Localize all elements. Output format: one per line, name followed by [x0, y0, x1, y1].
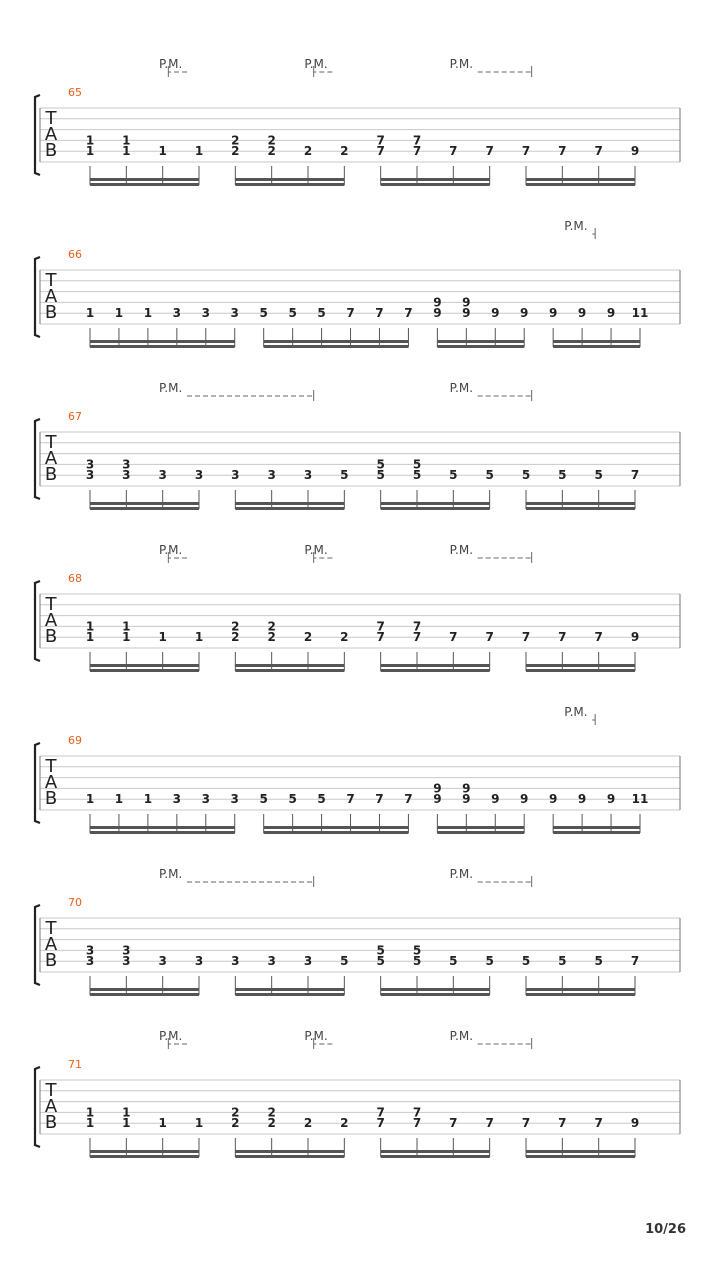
tab-system — [35, 219, 680, 348]
beam — [381, 669, 490, 672]
tab-system — [35, 867, 680, 996]
tab-clef-letter: A — [44, 448, 58, 469]
beam — [235, 183, 344, 186]
beam — [264, 345, 409, 348]
fret-number: 1 — [143, 792, 153, 807]
fret-number: 9 — [630, 1116, 640, 1131]
fret-number: 2 — [267, 619, 276, 634]
beam — [235, 1155, 344, 1158]
fret-number: 5 — [449, 468, 458, 483]
fret-number: 5 — [259, 792, 268, 807]
fret-number: 9 — [462, 295, 471, 310]
fret-number: 7 — [521, 1116, 531, 1131]
fret-number: 9 — [577, 306, 587, 321]
fret-number: 9 — [520, 792, 529, 807]
fret-number: 1 — [143, 306, 153, 321]
fret-number: 9 — [433, 295, 442, 310]
fret-number: 3 — [194, 954, 204, 969]
beam — [235, 507, 344, 510]
fret-number: 9 — [462, 781, 471, 796]
beam — [437, 826, 524, 829]
fret-number: 1 — [85, 144, 95, 159]
beam — [235, 669, 344, 672]
beam — [526, 993, 635, 996]
beam — [381, 993, 490, 996]
fret-number: 2 — [267, 630, 276, 645]
palm-mute-label: P.M. — [159, 867, 183, 881]
fret-number: 1 — [122, 1116, 131, 1131]
beam — [526, 1150, 635, 1153]
beam — [264, 340, 409, 343]
fret-number: 7 — [449, 1116, 458, 1131]
fret-number: 5 — [412, 943, 422, 958]
tab-clef-letter: A — [44, 772, 58, 793]
palm-mute-label: P.M. — [304, 543, 328, 557]
bar-number: 71 — [68, 1058, 82, 1071]
palm-mute-label: P.M. — [564, 219, 588, 233]
fret-number: 5 — [317, 306, 326, 321]
tab-clef-letter: T — [45, 756, 57, 777]
bar-number: 68 — [68, 572, 82, 585]
fret-number: 3 — [85, 954, 95, 969]
fret-number: 7 — [376, 133, 385, 148]
fret-number: 7 — [404, 306, 413, 321]
bar-number: 70 — [68, 896, 82, 909]
fret-number: 5 — [485, 954, 494, 969]
fret-number: 7 — [485, 1116, 494, 1131]
fret-number: 7 — [449, 144, 458, 159]
fret-number: 3 — [267, 954, 276, 969]
fret-number: 3 — [267, 468, 276, 483]
fret-number: 1 — [122, 133, 131, 148]
fret-number: 1 — [85, 133, 95, 148]
fret-number: 7 — [346, 306, 355, 321]
fret-number: 2 — [340, 1116, 349, 1131]
fret-number: 2 — [231, 1116, 240, 1131]
fret-number: 9 — [491, 306, 500, 321]
fret-number: 7 — [376, 630, 385, 645]
fret-number: 1 — [122, 630, 131, 645]
fret-number: 1 — [158, 144, 167, 159]
fret-number: 5 — [521, 954, 531, 969]
fret-number: 7 — [558, 144, 567, 159]
fret-number: 9 — [520, 306, 529, 321]
beam — [90, 502, 199, 505]
fret-number: 3 — [85, 468, 95, 483]
fret-number: 3 — [201, 792, 210, 807]
fret-number: 7 — [404, 792, 413, 807]
beam — [90, 993, 199, 996]
fret-number: 3 — [303, 468, 313, 483]
fret-number: 1 — [122, 1105, 131, 1120]
fret-number: 5 — [288, 792, 297, 807]
fret-number: 7 — [375, 792, 384, 807]
fret-number: 3 — [194, 468, 204, 483]
fret-number: 7 — [485, 630, 494, 645]
fret-number: 9 — [433, 306, 442, 321]
beam — [437, 345, 524, 348]
fret-number: 1 — [85, 619, 95, 634]
beam — [437, 340, 524, 343]
fret-number: 2 — [267, 133, 276, 148]
fret-number: 1 — [158, 1116, 167, 1131]
fret-number: 9 — [462, 792, 471, 807]
fret-number: 7 — [376, 1116, 385, 1131]
system-bracket — [35, 257, 40, 337]
tab-clef-letter: B — [44, 140, 58, 161]
tab-clef-letter: T — [45, 1080, 57, 1101]
fret-number: 3 — [158, 954, 167, 969]
beam — [235, 664, 344, 667]
fret-number: 3 — [230, 306, 239, 321]
beam — [90, 664, 199, 667]
fret-number: 3 — [231, 954, 240, 969]
fret-number: 3 — [303, 954, 313, 969]
tab-system — [35, 381, 680, 510]
beam — [90, 1155, 199, 1158]
palm-mute-label: P.M. — [449, 57, 474, 71]
fret-number: 7 — [412, 1105, 422, 1120]
fret-number: 9 — [462, 306, 471, 321]
beam — [381, 988, 490, 991]
fret-number: 3 — [230, 792, 239, 807]
fret-number: 7 — [630, 954, 640, 969]
tab-clef-letter: B — [44, 788, 58, 809]
beam — [381, 507, 490, 510]
tab-clef-letter: A — [44, 610, 58, 631]
tab-clef-letter: T — [45, 108, 57, 129]
system-bracket — [35, 1067, 40, 1147]
fret-number: 2 — [267, 1105, 276, 1120]
beam — [381, 183, 490, 186]
fret-number: 7 — [449, 630, 458, 645]
fret-number: 7 — [521, 630, 531, 645]
fret-number: 3 — [172, 306, 182, 321]
fret-number: 7 — [558, 1116, 567, 1131]
beam — [90, 507, 199, 510]
fret-number: 9 — [606, 792, 616, 807]
beam — [553, 340, 640, 343]
palm-mute-label: P.M. — [449, 1029, 474, 1043]
fret-number: 7 — [376, 1105, 385, 1120]
fret-number: 5 — [521, 468, 531, 483]
fret-number: 3 — [172, 792, 182, 807]
fret-number: 3 — [85, 943, 95, 958]
beam — [264, 826, 409, 829]
fret-number: 7 — [376, 619, 385, 634]
fret-number: 5 — [376, 468, 385, 483]
tab-clef-letter: B — [44, 302, 58, 323]
beam — [381, 1150, 490, 1153]
beam — [90, 183, 199, 186]
fret-number: 11 — [631, 792, 649, 807]
beam — [235, 988, 344, 991]
fret-number: 5 — [558, 468, 567, 483]
fret-number: 7 — [412, 133, 422, 148]
tab-clef-letter: A — [44, 934, 58, 955]
fret-number: 3 — [122, 468, 131, 483]
fret-number: 7 — [630, 468, 640, 483]
fret-number: 7 — [594, 144, 603, 159]
bar-number: 65 — [68, 86, 82, 99]
beam — [381, 178, 490, 181]
tab-system — [35, 705, 680, 834]
fret-number: 3 — [201, 306, 210, 321]
tab-clef-letter: B — [44, 1112, 58, 1133]
fret-number: 2 — [340, 144, 349, 159]
fret-number: 5 — [412, 954, 422, 969]
beam — [90, 178, 199, 181]
beam — [526, 1155, 635, 1158]
fret-number: 5 — [594, 468, 603, 483]
tab-clef-letter: A — [44, 124, 58, 145]
beam — [90, 345, 235, 348]
fret-number: 3 — [85, 457, 95, 472]
fret-number: 5 — [412, 457, 422, 472]
fret-number: 9 — [606, 306, 616, 321]
fret-number: 11 — [631, 306, 649, 321]
fret-number: 5 — [340, 468, 349, 483]
beam — [526, 507, 635, 510]
fret-number: 2 — [231, 144, 240, 159]
fret-number: 5 — [317, 792, 326, 807]
fret-number: 1 — [85, 792, 95, 807]
fret-number: 7 — [346, 792, 355, 807]
fret-number: 2 — [231, 630, 240, 645]
beam — [526, 988, 635, 991]
fret-number: 1 — [85, 1105, 95, 1120]
fret-number: 3 — [122, 943, 131, 958]
fret-number: 7 — [412, 144, 422, 159]
tab-system — [35, 543, 680, 672]
fret-number: 5 — [340, 954, 349, 969]
fret-number: 1 — [122, 144, 131, 159]
fret-number: 9 — [630, 144, 640, 159]
beam — [264, 831, 409, 834]
beam — [235, 502, 344, 505]
fret-number: 5 — [288, 306, 297, 321]
beam — [90, 988, 199, 991]
fret-number: 1 — [194, 1116, 204, 1131]
fret-number: 2 — [303, 144, 313, 159]
palm-mute-label: P.M. — [304, 57, 328, 71]
fret-number: 5 — [594, 954, 603, 969]
beam — [90, 826, 235, 829]
fret-number: 2 — [303, 1116, 313, 1131]
fret-number: 1 — [114, 792, 124, 807]
beam — [526, 502, 635, 505]
beam — [553, 826, 640, 829]
fret-number: 2 — [267, 1116, 276, 1131]
beam — [235, 178, 344, 181]
fret-number: 9 — [630, 630, 640, 645]
beam — [381, 664, 490, 667]
fret-number: 1 — [85, 1116, 95, 1131]
fret-number: 2 — [231, 619, 240, 634]
fret-number: 5 — [449, 954, 458, 969]
beam — [381, 502, 490, 505]
tab-clef-letter: A — [44, 1096, 58, 1117]
system-bracket — [35, 905, 40, 985]
fret-number: 9 — [577, 792, 587, 807]
beam — [381, 1155, 490, 1158]
fret-number: 7 — [558, 630, 567, 645]
beam — [235, 993, 344, 996]
beam — [526, 664, 635, 667]
tab-system — [35, 57, 680, 186]
system-bracket — [35, 419, 40, 499]
fret-number: 7 — [412, 619, 422, 634]
fret-number: 7 — [485, 144, 494, 159]
tab-clef-letter: B — [44, 950, 58, 971]
system-bracket — [35, 743, 40, 823]
palm-mute-label: P.M. — [159, 381, 183, 395]
fret-number: 1 — [158, 630, 167, 645]
palm-mute-label: P.M. — [159, 1029, 183, 1043]
fret-number: 2 — [340, 630, 349, 645]
palm-mute-label: P.M. — [304, 1029, 328, 1043]
bar-number: 66 — [68, 248, 82, 261]
beam — [553, 831, 640, 834]
fret-number: 1 — [85, 306, 95, 321]
palm-mute-label: P.M. — [449, 543, 474, 557]
fret-number: 2 — [231, 133, 240, 148]
tab-clef-letter: T — [45, 918, 57, 939]
tab-clef-letter: T — [45, 432, 57, 453]
fret-number: 5 — [259, 306, 268, 321]
fret-number: 3 — [122, 457, 131, 472]
fret-number: 7 — [375, 306, 384, 321]
beam — [235, 1150, 344, 1153]
fret-number: 9 — [433, 781, 442, 796]
beam — [526, 178, 635, 181]
beam — [90, 831, 235, 834]
palm-mute-label: P.M. — [159, 57, 183, 71]
beam — [90, 1150, 199, 1153]
fret-number: 1 — [122, 619, 131, 634]
fret-number: 9 — [548, 306, 558, 321]
palm-mute-label: P.M. — [564, 705, 588, 719]
tab-clef-letter: A — [44, 286, 58, 307]
fret-number: 9 — [433, 792, 442, 807]
fret-number: 7 — [594, 630, 603, 645]
system-bracket — [35, 581, 40, 661]
fret-number: 3 — [122, 954, 131, 969]
fret-number: 1 — [85, 630, 95, 645]
fret-number: 5 — [558, 954, 567, 969]
fret-number: 7 — [521, 144, 531, 159]
tab-clef-letter: T — [45, 270, 57, 291]
page-number: 10/26 — [645, 1222, 686, 1237]
beam — [526, 669, 635, 672]
beam — [526, 183, 635, 186]
fret-number: 2 — [303, 630, 313, 645]
fret-number: 9 — [548, 792, 558, 807]
fret-number: 5 — [485, 468, 494, 483]
fret-number: 5 — [412, 468, 422, 483]
tab-clef-letter: B — [44, 626, 58, 647]
fret-number: 7 — [412, 630, 422, 645]
fret-number: 1 — [114, 306, 124, 321]
tab-system — [35, 1029, 680, 1158]
fret-number: 5 — [376, 457, 385, 472]
fret-number: 7 — [376, 144, 385, 159]
fret-number: 1 — [194, 630, 204, 645]
beam — [90, 669, 199, 672]
fret-number: 3 — [231, 468, 240, 483]
palm-mute-label: P.M. — [449, 867, 474, 881]
fret-number: 2 — [267, 144, 276, 159]
fret-number: 2 — [231, 1105, 240, 1120]
tab-clef-letter: B — [44, 464, 58, 485]
fret-number: 5 — [376, 943, 385, 958]
system-bracket — [35, 95, 40, 175]
fret-number: 1 — [194, 144, 204, 159]
beam — [437, 831, 524, 834]
tab-clef-letter: T — [45, 594, 57, 615]
fret-number: 7 — [412, 1116, 422, 1131]
fret-number: 3 — [158, 468, 167, 483]
fret-number: 9 — [491, 792, 500, 807]
palm-mute-label: P.M. — [159, 543, 183, 557]
palm-mute-label: P.M. — [449, 381, 474, 395]
fret-number: 7 — [594, 1116, 603, 1131]
fret-number: 5 — [376, 954, 385, 969]
beam — [90, 340, 235, 343]
bar-number: 69 — [68, 734, 82, 747]
bar-number: 67 — [68, 410, 82, 423]
beam — [553, 345, 640, 348]
